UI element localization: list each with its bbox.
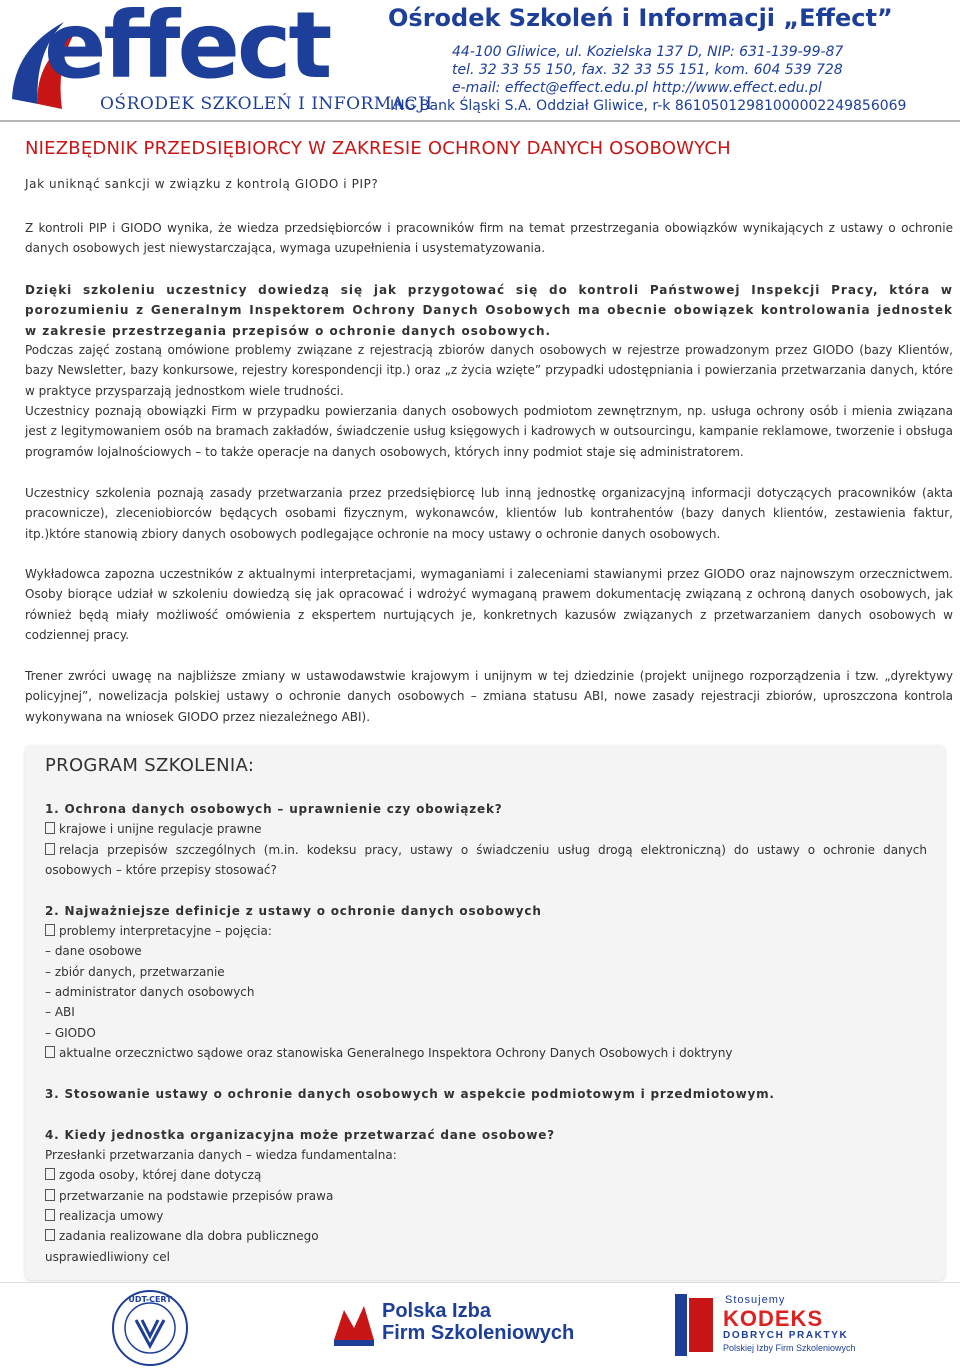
paragraph-podczas-zajec: Podczas zajęć zostaną omówione problemy związane z rejestracją zbiorów danych osobowych w rejestrze prowadzonym przez GIODO (bazy Klientów, bazy Newsletter, bazy konkursowe, rejestry korespondencji itp.) oraz „z życia wzięte” przypadki udostępniania i powierzania przetwarzania danych, które w praktyce przysparzają jednostkom wiele trudności. — [25, 343, 953, 398]
program-heading-1: 1. Ochrona danych osobowych – uprawnienie czy obowiązek? — [45, 802, 503, 816]
paragraph-obowiazki-firm: Uczestnicy poznają obowiązki Firm w przypadku powierzania danych osobowych podmiotom zewnętrznym, np. usługa ochrony osób i mienia związana jest z legitymowaniem osób na bramach zakładów, świadczenie usług księgowych i kadrowych w outsourcingu, kampanie reklamowe, tworzenie i obsługa programów lojalnościowych – to także operacje na danych osobowych, których inny podmiot staje się administratorem. — [25, 404, 953, 459]
organization-address: 44-100 Gliwice, ul. Kozielska 137 D, NIP: 631-139-99-87 — [452, 44, 844, 60]
bullet-box-icon — [45, 1168, 55, 1180]
paragraph-trener: Trener zwróci uwagę na najbliższe zmiany w ustawodawstwie krajowym i unijnym w tej dziedzinie (projekt unijnego rozporządzenia i tzw. „dyrektywy policyjnej”, nowelizacja polskiej ustawy o ochronie danych osobowych – zmiana statusu ABI, nowe zasady rejestracji zbiorów, uproszczona kontrola wykonywana na wniosek GIODO przez niezależnego ABI). — [25, 669, 953, 724]
organization-name: Ośrodek Szkoleń i Informacji „Effect” — [388, 4, 893, 32]
kodeks-flag-icon — [675, 1294, 715, 1356]
list-item: – GIODO — [45, 1026, 96, 1040]
list-item: przetwarzanie na podstawie przepisów prawa — [45, 1186, 927, 1206]
paragraph-wykladowca: Wykładowca zapozna uczestników z aktualnymi interpretacjami, wymaganiami i zaleceniami stawianymi przez GIODO oraz najnowszym orzecznictwem. Osoby biorące udział w szkoleniu dowiedzą się jak opracować i wdrożyć wymaganą prawem dokumentację związaną z ochroną danych osobowych, jak również będą miały możliwość omówienia z ekspertem nurtujących je, konkretnych kazusów związanych z przetwarzaniem danych osobowych w codziennej pracy. — [25, 567, 953, 643]
list-item: problemy interpretacyjne – pojęcia: — [45, 921, 927, 941]
list-item: relacja przepisów szczególnych (m.in. kodeksu pracy, ustawy o świadczeniu usług drogą elektroniczną) do ustawy o ochronie danych osobowych – które przepisy stosować? — [45, 843, 927, 878]
organization-contact[interactable]: e-mail: effect@effect.edu.pl http://www.effect.edu.pl — [452, 80, 822, 96]
bullet-box-icon — [45, 1229, 55, 1241]
page-header — [0, 0, 960, 122]
bullet-box-icon — [45, 924, 55, 936]
footer-divider — [0, 1282, 960, 1283]
program-title: PROGRAM SZKOLENIA: — [45, 755, 255, 776]
logo-wordmark: effect — [44, 0, 330, 99]
bullet-box-icon — [45, 843, 55, 855]
pifs-name: Polska Izba Firm Szkoleniowych — [382, 1300, 575, 1344]
bullet-box-icon — [45, 1046, 55, 1058]
program-section — [25, 745, 945, 1280]
pifs-emblem-icon — [330, 1300, 378, 1348]
bullet-box-icon — [45, 1189, 55, 1201]
list-item: aktualne orzecznictwo sądowe oraz stanowiska Generalnego Inspektora Ochrony Danych Osobowych i doktryny — [45, 1043, 927, 1063]
list-item: – administrator danych osobowych — [45, 985, 255, 999]
organization-bank: ING Bank Śląski S.A. Oddział Gliwice, r-k 86105012981000002249856069 — [390, 98, 907, 114]
effect-logo — [4, 0, 433, 118]
list-item: zadania realizowane dla dobra publicznego — [45, 1226, 927, 1246]
program-heading-4: 4. Kiedy jednostka organizacyjna może przetwarzać dane osobowe? — [45, 1128, 555, 1142]
organization-phones: tel. 32 33 55 150, fax. 32 33 55 151, kom. 604 539 728 — [452, 62, 843, 78]
paragraph-zasady-przetwarzania: Uczestnicy szkolenia poznają zasady przetwarzania przez przedsiębiorcę lub inną jednostkę organizacyjną informacji dotyczących pracowników (akta pracownicze), zleceniobiorców będących osobami fizycznym, wykonawców, klientów lub kontrahentów (bazy danych klientów, zestawienia faktur, itp.)które stanowią zbiory danych osobowych podlegające ochronie na mocy ustawy o ochronie danych osobowych. — [25, 486, 953, 541]
paragraph-kontrola: Z kontroli PIP i GIODO wynika, że wiedza przedsiębiorców i pracowników firm na temat przestrzegania obowiązków wynikających z ustawy o ochronie danych osobowych jest niewystarczająca, wymaga uzupełnienia i usystematyzowania. — [25, 221, 953, 256]
program-heading-3: 3. Stosowanie ustawy o ochronie danych osobowych w aspekcie podmiotowym i przedmiotowym. — [45, 1087, 775, 1101]
list-item: – dane osobowe — [45, 944, 142, 958]
list-item: – ABI — [45, 1005, 75, 1019]
pifs-logo — [330, 1298, 575, 1350]
bullet-box-icon — [45, 1209, 55, 1221]
list-intro: Przesłanki przetwarzania danych – wiedza fundamentalna: — [45, 1148, 397, 1162]
list-item: usprawiedliwiony cel — [45, 1250, 170, 1264]
list-item: zgoda osoby, której dane dotyczą — [45, 1165, 927, 1185]
logo-subtitle: OŚRODEK SZKOLEŃ I INFORMACJI — [100, 94, 433, 114]
list-item: krajowe i unijne regulacje prawne — [45, 819, 927, 839]
bullet-box-icon — [45, 822, 55, 834]
udt-cert-label: UDT-CERT — [128, 1295, 172, 1304]
list-item: realizacja umowy — [45, 1206, 927, 1226]
list-item: – zbiór danych, przetwarzanie — [45, 965, 225, 979]
paragraph-dzieki-szkoleniu: Dzięki szkoleniu uczestnicy dowiedzą się jak przygotować się do kontroli Państwowej Inspekcji Pracy, która w porozumieniu z Generalnym Inspektorem Ochrony Danych Osobowych ma obecnie obowiązek kontrolowania jednostek w zakresie przestrzegania przepisów o ochronie danych osobowych. — [25, 283, 953, 338]
udt-cert-seal-icon — [110, 1288, 190, 1368]
document-subtitle: Jak uniknąć sankcji w związku z kontrolą GIODO i PIP? — [25, 177, 379, 191]
kodeks-dobrych-praktyk-logo: Stosujemy KODEKS DOBRYCH PRAKTYK Polskiej Izby Firm Szkoleniowych — [675, 1292, 825, 1358]
header-divider — [0, 120, 960, 122]
document-title: NIEZBĘDNIK PRZEDSIĘBIORCY W ZAKRESIE OCHRONY DANYCH OSOBOWYCH — [25, 138, 731, 159]
program-heading-2: 2. Najważniejsze definicje z ustawy o ochronie danych osobowych — [45, 904, 542, 918]
